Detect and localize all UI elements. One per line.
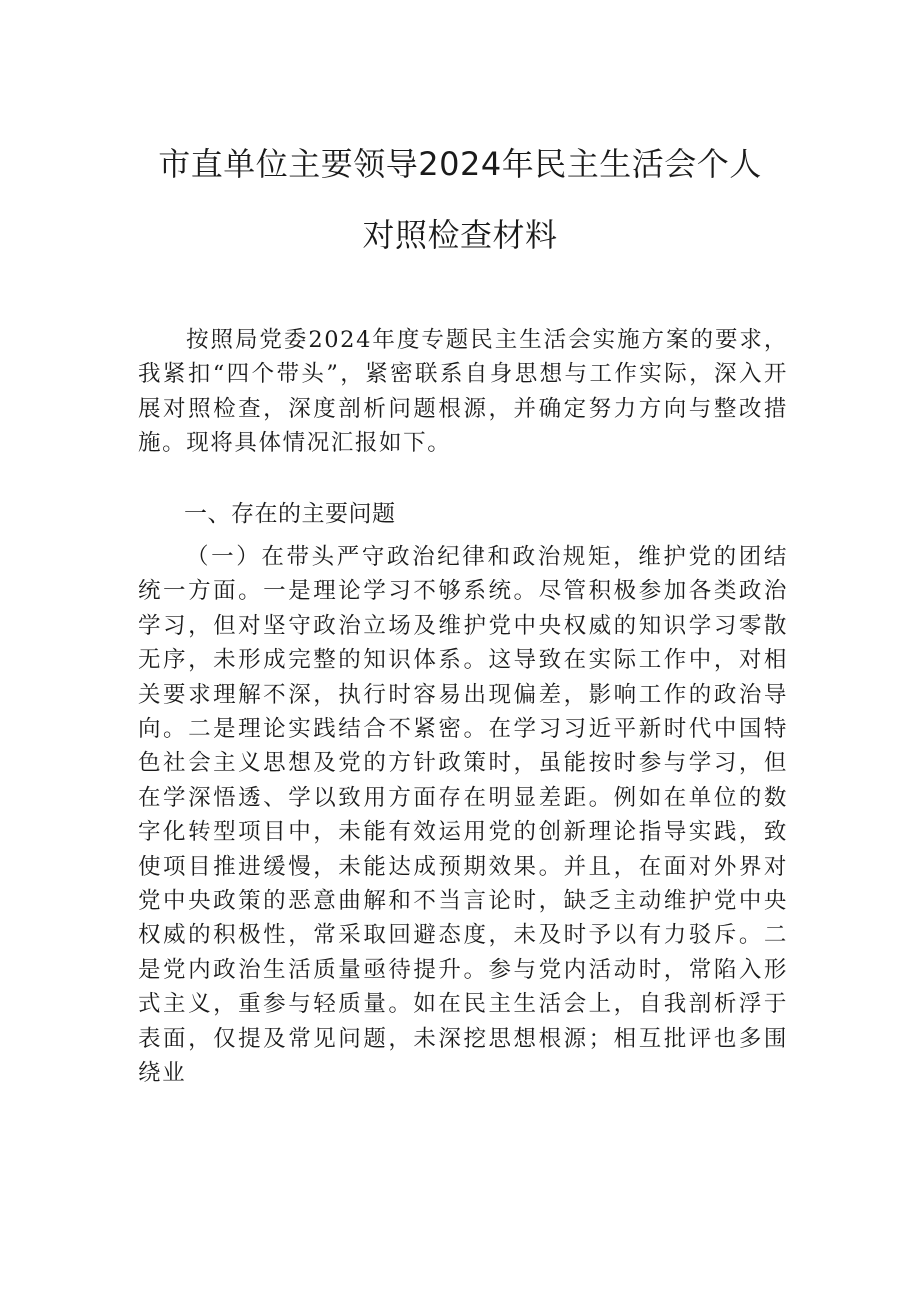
document-title-line-1: 市直单位主要领导2024年民主生活会个人 <box>158 145 762 183</box>
intro-paragraph: 按照局党委2024年度专题民主生活会实施方案的要求，我紧扣“四个带头”，紧密联系自身思想与工作实际，深入开展对照检查，深度剖析问题根源，并确定努力方向与整改措施。现将具体情况汇报如下。 <box>138 327 788 457</box>
document-title-line-2: 对照检查材料 <box>362 216 558 254</box>
section-paragraph: （一）在带头严守政治纪律和政治规矩，维护党的团结统一方面。一是理论学习不够系统。尽管积极参加各类政治学习，但对坚守政治立场及维护党中央权威的知识学习零散无序，未形成完整的知识体系。这导致在实际工作中，对相关要求理解不深，执行时容易出现偏差，影响工作的政治导向。二是理论实践结合不紧密。在学习习近平新时代中国特色社会主义思想及党的方针政策时，虽能按时参与学习，但在学深悟透、学以致用方面存在明显差距。例如在单位的数字化转型项目中，未能有效运用党的创新理论指导实践，致使项目推进缓慢，未能达成预期效果。并且，在面对外界对党中央政策的恶意曲解和不当言论时，缺乏主动维护党中央权威的积极性，常采取回避态度，未及时予以有力驳斥。二是党内政治生活质量亟待提升。参与党内活动时，常陷入形式主义，重参与轻质量。如在民主生活会上，自我剖析浮于表面，仅提及常见问题，未深挖思想根源；相互批评也多围绕业 <box>138 544 788 1087</box>
section-heading: 一、存在的主要问题 <box>184 501 396 527</box>
